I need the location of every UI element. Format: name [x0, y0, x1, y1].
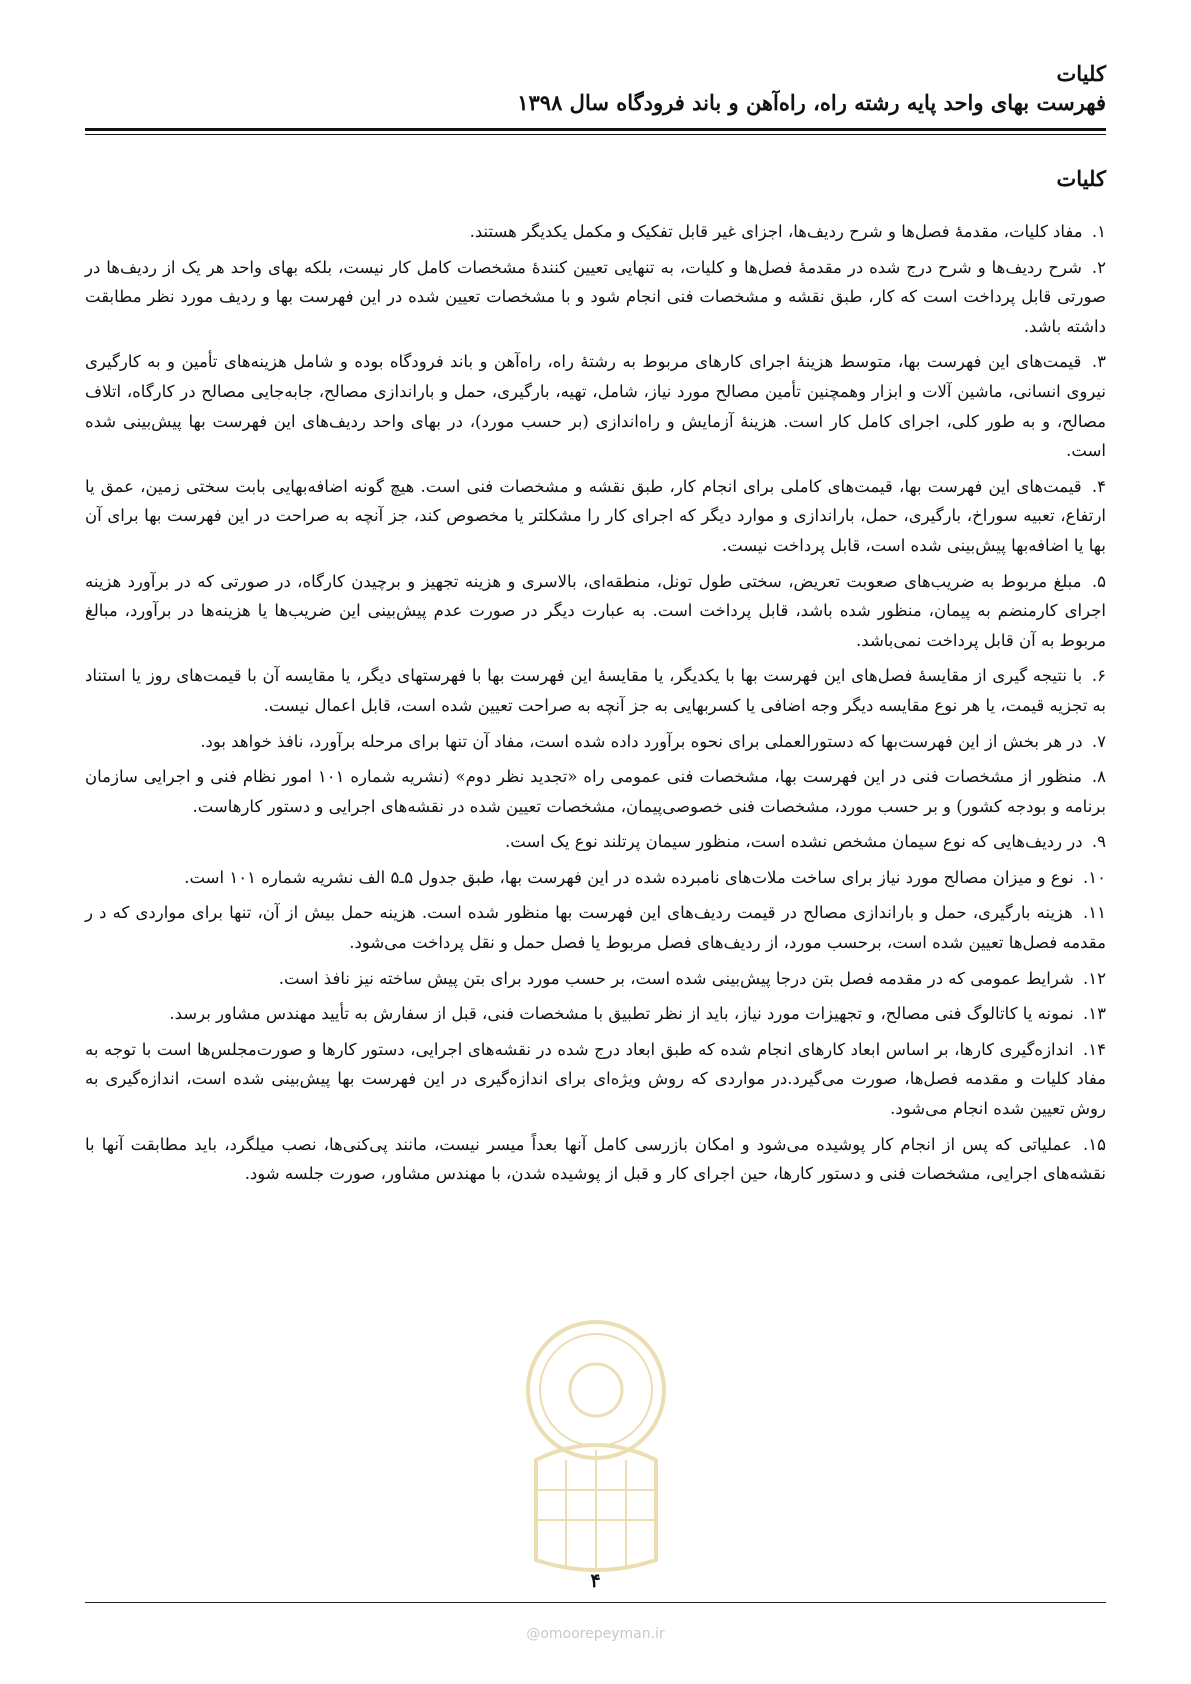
paragraph-number: ۱. — [1091, 222, 1106, 241]
paragraph-6 — [85, 661, 1106, 720]
paragraph-text: عملیاتی که پس از انجام کار پوشیده می‌شود و امکان بازرسی کامل آنها بعداً میسر نیست، مانند پی‌کنی‌ها، نصب میلگرد، باید مطابقت آنها با نقشه‌های اجرایی، مشخصات فنی و دستور کارها، حین اجرای کار و قبل از پوشیده شدن، با مهندس مشاور، صورت جلسه شود. — [85, 1134, 1106, 1184]
paragraph-text: شرح ردیف‌ها و شرح درج شده در مقدمهٔ فصل‌ها و کلیات، به تنهایی تعیین کنندهٔ مشخصات کامل کار نیست، بلکه بهای واحد هر یک از ردیف‌ها در صورتی قابل پرداخت است که کار، طبق نقشه و مشخصات فنی انجام شود و با مشخصات تعیین شده در این فهرست بها و ردیف مورد نظر مطابقت داشته باشد. — [85, 257, 1106, 336]
paragraph-number: ۱۵. — [1083, 1134, 1106, 1154]
section-title: کلیات — [1056, 166, 1106, 191]
paragraph-number: ۵. — [1091, 571, 1107, 591]
paragraph-text: با نتیجه گیری از مقایسهٔ فصل‌های این فهرست بها با یکدیگر، یا مقایسهٔ این فهرست بها با فهرستهای دیگر، یا مقایسه آن با قیمت‌های روز یا استناد به تجزیه قیمت، یا هر نوع مقایسه دیگر وجه اضافی یا کسربهایی به جز آنچه به صراحت تعیین شده است، قابل اعمال نیست. — [85, 666, 1106, 715]
paragraph-7 — [85, 727, 1106, 757]
running-header — [85, 60, 1106, 118]
paragraph-number: ۲. — [1091, 257, 1106, 277]
paragraph-number: ۱۰. — [1083, 867, 1106, 887]
paragraph-text: شرایط عمومی که در مقدمه فصل بتن درجا پیش‌بینی شده است، بر حسب مورد برای بتن پیش ساخته نیز نافذ است. — [278, 968, 1074, 988]
paragraph-text: منظور از مشخصات فنی در این فهرست بها، مشخصات فنی عمومی راه «تجدید نظر دوم» (نشریه شماره ۱۰۱ امور نظام فنی و اجرایی سازمان برنامه و بودجه کشور) و بر حسب مورد، مشخصات فنی خصوصی‌پیمان، مشخصات تعیین شده در نقشه‌های اجرایی و دستور کارهاست. — [85, 767, 1106, 816]
paragraph-text: نمونه یا کاتالوگ فنی مصالح، و تجهیزات مورد نیاز، باید از نظر تطبیق با مشخصات فنی، قبل از سفارش به تأیید مهندس مشاور برسد. — [169, 1004, 1074, 1024]
paragraph-4 — [85, 472, 1106, 561]
header-rule-thin — [85, 134, 1106, 135]
paragraph-number: ۱۴. — [1083, 1039, 1107, 1059]
paragraph-text: نوع و میزان مصالح مورد نیاز برای ساخت ملات‌های نامبرده شده در این فهرست بها، طبق جدول ۵ـ۵ الف نشریه شماره ۱۰۱ است. — [184, 867, 1074, 887]
paragraph-text: اندازه‌گیری کارها، بر اساس ابعاد کارهای انجام شده که طبق ابعاد درج شده در نقشه‌های اجرایی، دستور کارها و صورت‌مجلس‌ها است با توجه به مفاد کلیات و مقدمه فصل‌ها، صورت می‌گیرد.در مواردی که روش ویژه‌ای برای اندازه‌گیری در این فهرست بها پیش‌بینی شده است، اندازه‌گیری به روش تعیین شده انجام می‌شود. — [85, 1039, 1106, 1119]
header-rule-thick — [85, 128, 1106, 131]
paragraph-1 — [85, 217, 1106, 247]
paragraph-8 — [85, 762, 1106, 821]
watermark-url: @omoorepeyman.ir — [526, 1626, 665, 1642]
paragraph-number: ۳. — [1091, 352, 1107, 372]
paragraph-5 — [85, 567, 1106, 656]
paragraph-number: ۸. — [1091, 767, 1106, 787]
document-body — [85, 217, 1106, 1195]
header-title: کلیات — [1056, 61, 1106, 86]
watermark-seal-icon — [516, 1310, 676, 1580]
paragraph-2 — [85, 253, 1106, 342]
paragraph-number: ۱۱. — [1083, 903, 1106, 923]
paragraph-number: ۴. — [1091, 476, 1106, 496]
paragraph-15 — [85, 1130, 1106, 1189]
paragraph-13 — [85, 999, 1106, 1029]
paragraph-text: مفاد کلیات، مقدمهٔ فصل‌ها و شرح ردیف‌ها، اجزای غیر قابل تفکیک و مکمل یکدیگر هستند. — [469, 222, 1083, 241]
paragraph-9 — [85, 827, 1106, 857]
paragraph-text: قیمت‌های این فهرست بها، متوسط هزینهٔ اجرای کارهای مربوط به رشتهٔ راه، راه‌آهن و باند فرودگاه بوده و شامل هزینه‌های تأمین و به کارگیری نیروی انسانی، ماشین آلات و ابزار وهمچنین تأمین مصالح مورد نیاز، شامل، تهیه، بارگیری، حمل و باراندازی مصالح، جابه‌جایی مصالح در کارگاه، اتلاف مصالح، و به طور کلی، اجرای کامل کار است. هزینهٔ آزمایش و راه‌اندازی (بر حسب مورد)، در بهای واحد ردیف‌های این فهرست بها پیش‌بینی شده است. — [85, 352, 1106, 461]
paragraph-3 — [85, 347, 1106, 465]
footer-rule — [85, 1602, 1106, 1603]
paragraph-11 — [85, 898, 1106, 957]
paragraph-text: قیمت‌های این فهرست بها، قیمت‌های کاملی برای انجام کار، طبق نقشه و مشخصات فنی است. هیچ گونه اضافه‌بهایی بابت سختی زمین، عمق یا ارتفاع، تعبیه سوراخ، بارگیری، حمل، باراندازی و موارد دیگر که اجرای کار را مشکلتر یا مخصوص کند، جز آنچه به صراحت در این فهرست بها برای آن بها یا اضافه‌بها پیش‌بینی شده است، قابل پرداخت نیست. — [85, 476, 1107, 555]
paragraph-text: هزینه بارگیری، حمل و باراندازی مصالح در قیمت ردیف‌های این فهرست بها منظور شده است. هزینه حمل بیش از آن، تنها برای مواردی که د ر مقدمه فصل‌ها تعیین شده است، برحسب مورد، از ردیف‌های فصل مربوط یا فصل حمل و نقل پرداخت می‌شود. — [85, 903, 1106, 953]
paragraph-14 — [85, 1035, 1106, 1124]
paragraph-number: ۷. — [1091, 731, 1106, 751]
header-subtitle: فهرست بهای واحد پایه رشته راه، راه‌آهن و باند فرودگاه سال ۱۳۹۸ — [517, 90, 1106, 115]
paragraph-text: در هر بخش از این فهرست‌بها که دستورالعملی برای نحوه برآورد داده شده است، مفاد آن تنها برای مرحله برآورد، نافذ خواهد بود. — [200, 731, 1083, 751]
paragraph-12 — [85, 964, 1106, 994]
paragraph-text: در ردیف‌هایی که نوع سیمان مشخص نشده است، منظور سیمان پرتلند نوع یک است. — [505, 832, 1083, 852]
paragraph-number: ۶. — [1091, 666, 1106, 686]
paragraph-number: ۱۲. — [1083, 968, 1106, 988]
paragraph-10 — [85, 863, 1106, 893]
paragraph-number: ۹. — [1091, 832, 1106, 852]
paragraph-text: مبلغ مربوط به ضریب‌های صعوبت تعریض، سختی طول تونل، منطقه‌ای، بالاسری و هزینه تجهیز و برچیدن کارگاه، در صورتی که در برآورد هزینه اجرای کارمنضم به پیمان، منظور شده باشد، قابل پرداخت است. به عبارت دیگر در صورت عدم پیش‌بینی این ضریب‌ها یا هزینه‌ها در برآورد، مبالغ مربوط به آن قابل پرداخت نمی‌باشد. — [85, 571, 1106, 650]
paragraph-number: ۱۳. — [1083, 1004, 1106, 1024]
page-number: ۴ — [590, 1570, 601, 1592]
